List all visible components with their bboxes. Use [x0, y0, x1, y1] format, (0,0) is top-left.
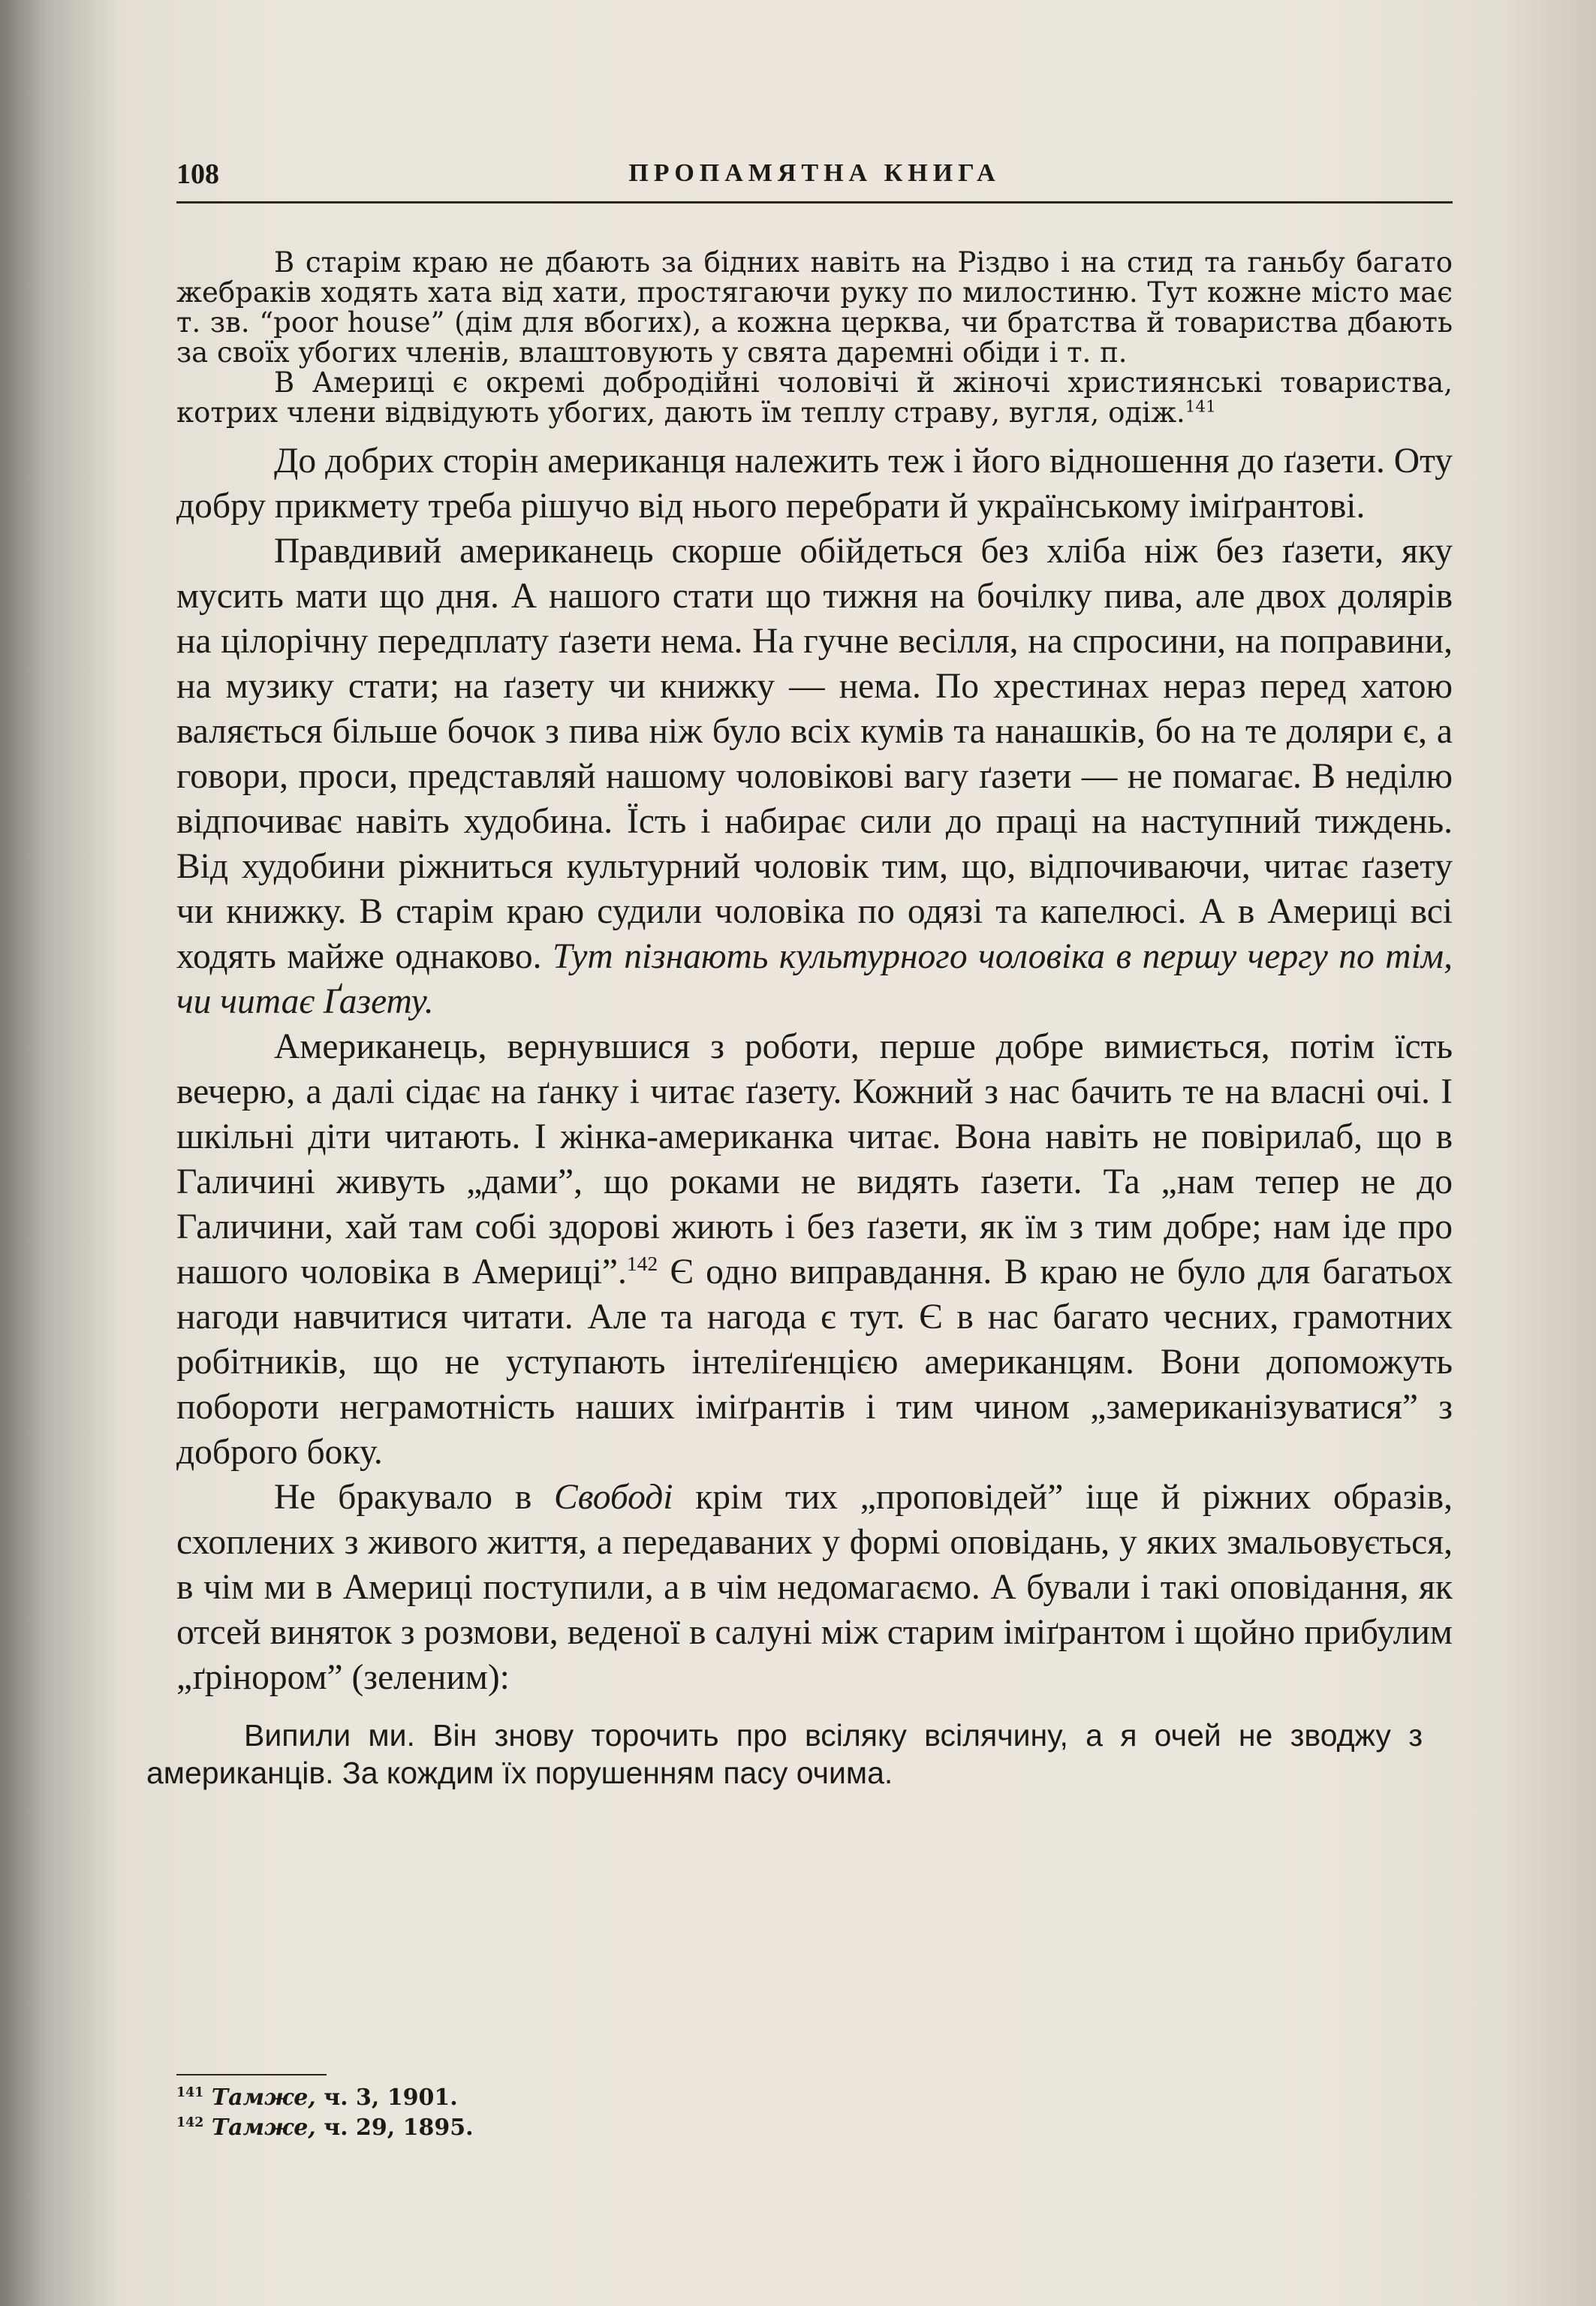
- footnote-source: Тамже,: [211, 2115, 316, 2141]
- footnote-ref-142: 142: [626, 1252, 658, 1276]
- footnote-number: 142: [176, 2115, 204, 2130]
- paragraph-3: [176, 1024, 1453, 1475]
- paragraph-4: [176, 1475, 1453, 1700]
- small-paragraph-2-text: В Америці є окремі добродійні чоловічі й жіночі християнські товариства, котрих члени відвідують убогих, дають їм теплу страву, вугля, одіж.: [176, 366, 1453, 429]
- footnote-detail: ч. 29, 1895.: [324, 2115, 474, 2141]
- footnotes: [176, 2083, 474, 2143]
- paragraph-2-italic: Тут пізнають культурного чоловіка в першу чергу по тім, чи читає Ґазету.: [176, 937, 1453, 1021]
- footnote-141: [176, 2083, 474, 2113]
- footnote-divider: [176, 2074, 327, 2075]
- paragraph-4-text-b: крім тих „проповідей” іще й ріжних образів, схоплених з живого життя, а передаваних у формі оповідань, у яких змальовується, в чім ми в Америці поступили, а в чім недомагаємо. А бували і такі оповідання, як отсей виняток з розмови, веденої в салуні між старим іміґрантом і щойно прибулим „ґрінором” (зеленим):: [176, 1478, 1453, 1697]
- paragraph-2-text: Правдивий американець скорше обійдеться без хліба ніж без ґазети, яку мусить мати що дня. А нашого стати що тижня на бочілку пива, але двох долярів на цілорічну передплату ґазети нема. На гучне весілля, на спросини, на поправини, на музику стати; на ґазету чи книжку — нема. По хрестинах нераз перед хатою валяється більше бочок з пива ніж було всіх кумів та нанашків, бо на те доляри є, а говори, проси, представляй нашому чоловікові вагу ґазети — не помагає. В неділю відпочиває навіть худобина. Їсть і набирає сили до праці на наступний тиждень. Від худобини ріжниться культурний чоловік тим, що, відпочиваючи, читає ґазету чи книжку. В старім краю судили чоловіка по одязі та капелюсі. А в Америці всі ходять майже однаково.: [176, 532, 1453, 976]
- quote-paragraph: Випили ми. Він знову торочить про всіляку всілячину, а я очей не зводжу з американців. За кождим їх порушенням пасу очима.: [146, 1718, 1423, 1790]
- small-paragraph-2: [176, 368, 1453, 428]
- page-number: 108: [176, 158, 219, 190]
- small-paragraph-1: В старім краю не дбають за бідних навіть на Різдво і на стид та ганьбу багато жебраків ходять хата від хати, простягаючи руку по милостиню. Тут кожне місто має т. зв. “poor house” (дім для вбогих), а кожна церква, чи братства й товариства дбають за своїх убогих членів, влаштовують у свята даремні обіди і т. п.: [176, 246, 1453, 369]
- paragraph-2: [176, 529, 1453, 1024]
- paragraph-3-text-b: Є одно виправдання. В краю не було для багатьох нагоди навчитися читати. Але та нагода є тут. Є в нас багато чесних, грамотних робітників, що не уступають інтеліґенцією американцям. Вони допоможуть побороти неграмотність наших іміґрантів і тим чином „замериканізуватися” з доброго боку.: [176, 1252, 1453, 1472]
- quote-block: [146, 1717, 1423, 1792]
- running-title: ПРОПАМЯТНА КНИГА: [628, 159, 1001, 187]
- paragraph-3-text-a: Американець, вернувшися з роботи, перше добре вимиється, потім їсть вечерю, а далі сідає на ґанку і читає ґазету. Кожний з нас бачить те на власні очі. І шкільні діти читають. І жінка-американка читає. Вона навіть не повірилаб, що в Галичині живуть „дами”, що роками не видять ґазети. Та „нам тепер не до Галичини, хай там собі здорові жиють і без ґазети, як їм з тим добре; нам іде про нашого чоловіка в Америці”.: [176, 1027, 1453, 1292]
- page-body: [146, 246, 1453, 1792]
- paragraph-1: До добрих сторін американця належить теж і його відношення до ґазети. Оту добру прикмету треба рішучо від нього перебрати й українському іміґрантові.: [176, 442, 1453, 526]
- small-print-section: [176, 248, 1453, 428]
- newspaper-name: Свободі: [554, 1478, 673, 1517]
- footnote-source: Тамже,: [211, 2084, 316, 2111]
- footnote-number: 141: [176, 2085, 204, 2100]
- page-header: [176, 156, 1453, 203]
- main-text: [176, 439, 1453, 1700]
- paragraph-4-text-a: Не бракувало в: [274, 1478, 532, 1517]
- footnote-ref-141: 141: [1185, 397, 1216, 417]
- footnote-detail: ч. 3, 1901.: [324, 2084, 458, 2111]
- footnote-142: [176, 2113, 474, 2143]
